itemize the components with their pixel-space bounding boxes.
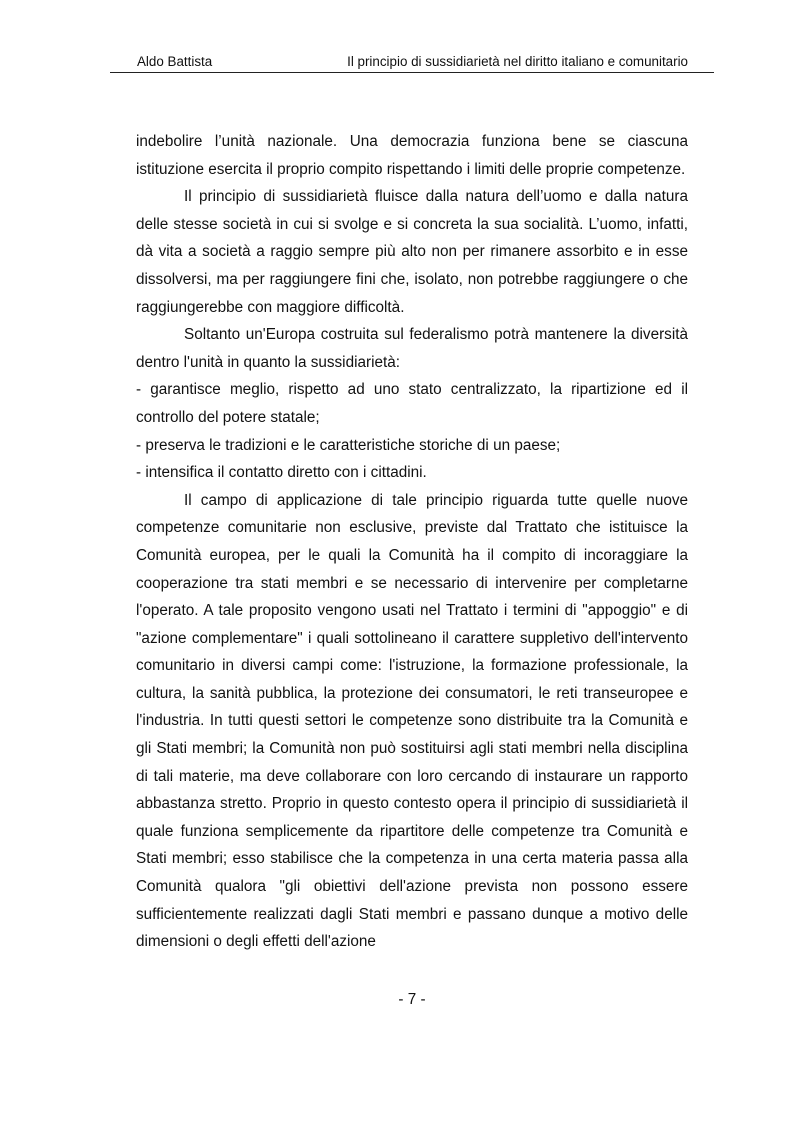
header-title: Il principio di sussidiarietà nel diritto italiano e comunitario — [347, 54, 688, 69]
list-item: - intensifica il contatto diretto con i cittadini. — [136, 464, 427, 482]
list-item: - preserva le tradizioni e le caratteristiche storiche di un paese; — [136, 436, 561, 454]
page-footer — [0, 991, 793, 1009]
list-item: - garantisce meglio, rispetto ad uno stato centralizzato, la ripartizione ed il controllo del potere statale; — [136, 381, 688, 426]
document-body — [136, 128, 688, 956]
paragraph: Soltanto un'Europa costruita sul federalismo potrà mantenere la diversità dentro l'unità in quanto la sussidiarietà: — [136, 326, 688, 371]
page-number: - 7 - — [398, 991, 426, 1008]
paragraph-continuation: indebolire l’unità nazionale. Una democrazia funziona bene se ciascuna istituzione esercita il proprio compito rispettando i limiti delle proprie competenze. — [136, 133, 688, 178]
header-author: Aldo Battista — [137, 54, 213, 69]
paragraph: Il principio di sussidiarietà fluisce dalla natura dell’uomo e dalla natura delle stesse società in cui si svolge e si concreta la sua socialità. L’uomo, infatti, dà vita a società a raggio sempre più alto non per rimanere assorbito e in esse dissolversi, ma per raggiungere fini che, isolato, non potrebbe raggiungere o che raggiungerebbe con maggiore difficoltà. — [136, 188, 688, 316]
paragraph: Il campo di applicazione di tale principio riguarda tutte quelle nuove competenze comunitarie non esclusive, previste dal Trattato che istituisce la Comunità europea, per le quali la Comunità ha il compito di incoraggiare la cooperazione tra stati membri e se necessario di intervenire per completarne l'operato. A tale proposito vengono usati nel Trattato i termini di "appoggio" e di "azione complementare" i quali sottolineano il carattere suppletivo dell'intervento comunitario in diversi campi come: l'istruzione, la formazione professionale, la cultura, la sanità pubblica, la protezione dei consumatori, le reti transeuropee e l'industria. In tutti questi settori le competenze sono distribuite tra la Comunità e gli Stati membri; la Comunità non può sostituirsi agli stati membri nella disciplina di tali materie, ma deve collaborare con loro cercando di instaurare un rapporto abbastanza stretto. Proprio in questo contesto opera il principio di sussidiarietà il quale funziona semplicemente da ripartitore delle competenze tra Comunità e Stati membri; esso stabilisce che la competenza in una certa materia passa alla Comunità qualora "gli obiettivi dell'azione prevista non possono essere sufficientemente realizzati dagli Stati membri e passano dunque a motivo delle dimensioni o degli effetti dell'azione — [136, 491, 688, 951]
page-header — [110, 52, 714, 73]
